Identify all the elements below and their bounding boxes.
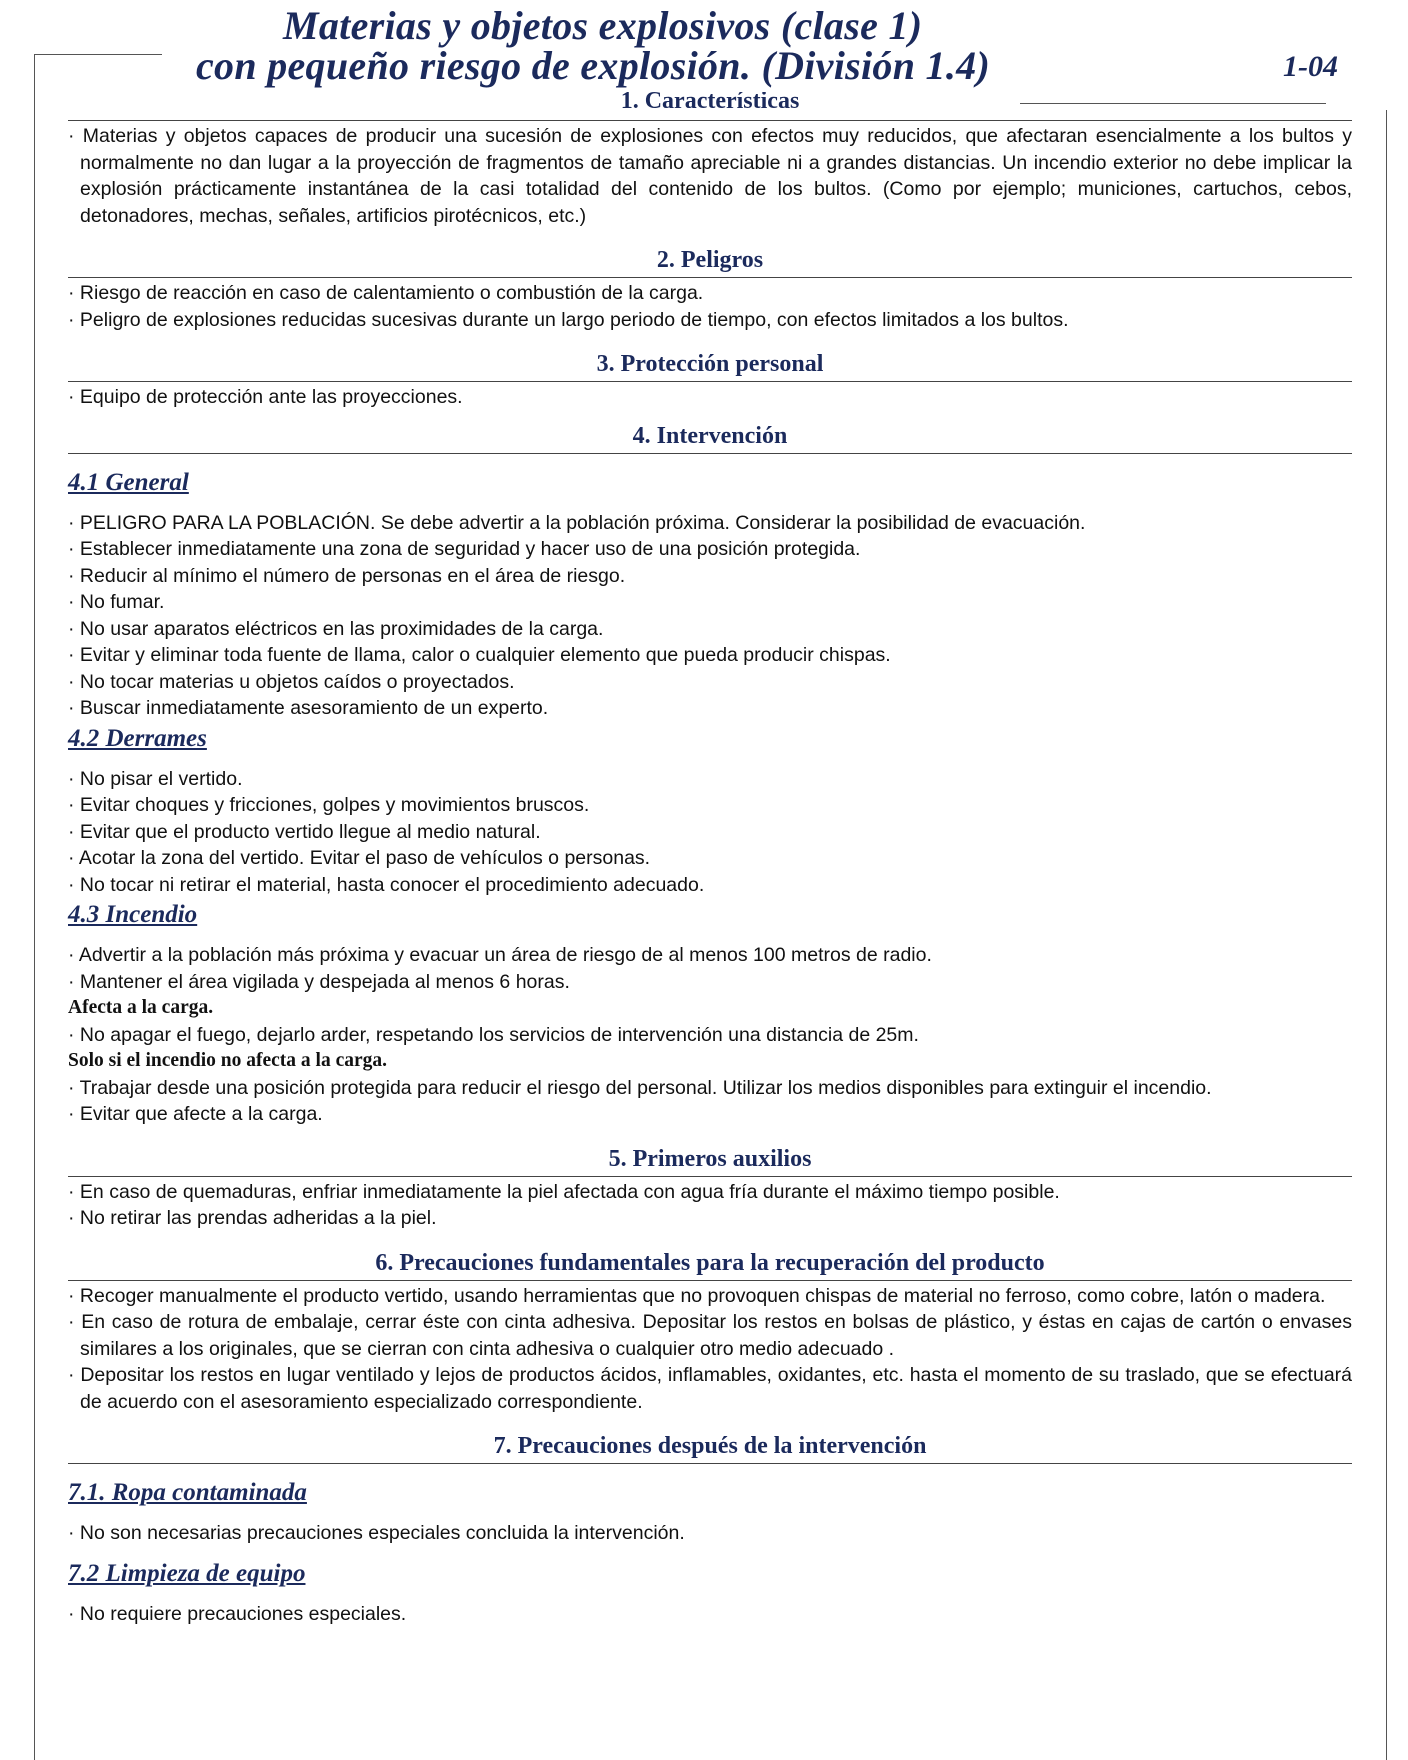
list-item: · PELIGRO PARA LA POBLACIÓN. Se debe advertir a la población próxima. Considerar la posibilidad de evacuación. — [68, 510, 1352, 537]
list-item: · Trabajar desde una posición protegida para reducir el riesgo del personal. Utilizar los medios disponibles para extinguir el incendio. — [68, 1075, 1352, 1102]
list-item: · No son necesarias precauciones especiales concluida la intervención. — [68, 1520, 1352, 1547]
list-item: · Reducir al mínimo el número de personas en el área de riesgo. — [68, 563, 1352, 590]
list-item: · Evitar que afecte a la carga. — [68, 1101, 1352, 1128]
section-heading-proteccion: 3. Protección personal — [68, 349, 1352, 382]
list-item: · En caso de rotura de embalaje, cerrar éste con cinta adhesiva. Depositar los restos en bolsas de plástico, y éstas en cajas de cartón o envases similares a los originales, que se cierran con cinta adhesiva o cualquier otro medio adecuado . — [68, 1309, 1352, 1362]
peligros-list — [68, 280, 1352, 333]
section-heading-caracteristicas: 1. Características — [68, 92, 1352, 121]
recuperacion-list — [68, 1283, 1352, 1416]
subheading-general: 4.1 General — [68, 468, 189, 496]
list-item: · No requiere precauciones especiales. — [68, 1601, 1352, 1628]
primeros-auxilios-list — [68, 1179, 1352, 1232]
title-block — [0, 0, 1408, 100]
list-item: · Evitar choques y fricciones, golpes y movimientos bruscos. — [68, 792, 1352, 819]
list-item: · Peligro de explosiones reducidas sucesivas durante un largo periodo de tiempo, con efectos limitados a los bultos. — [68, 307, 1352, 334]
caracteristicas-list — [68, 123, 1352, 229]
list-item: · Evitar que el producto vertido llegue al medio natural. — [68, 819, 1352, 846]
list-item: · Equipo de protección ante las proyecciones. — [68, 384, 1352, 411]
incendio-list — [68, 942, 1352, 995]
subheading-ropa-contaminada: 7.1. Ropa contaminada — [68, 1479, 307, 1506]
section-heading-peligros: 2. Peligros — [68, 245, 1352, 278]
list-item: · Materias y objetos capaces de producir una sucesión de explosiones con efectos muy reducidos, que afectaran esencialmente a los bultos y normalmente no dan lugar a la proyección de fragmentos de tamaño apreciable ni a grandes distancias. Un incendio exterior no debe implicar la explosión prácticamente instantánea de la casi totalidad del contenido de los bultos. (Como por ejemplo; municiones, cartuchos, cebos, detonadores, mechas, señales, artificios pirotécnicos, etc.) — [68, 123, 1352, 229]
section-heading-despues-intervencion: 7. Precauciones después de la intervención — [68, 1431, 1352, 1464]
subheading-limpieza-equipo: 7.2 Limpieza de equipo — [68, 1559, 306, 1587]
general-list — [68, 510, 1352, 722]
proteccion-list — [68, 384, 1352, 411]
list-item: · No usar aparatos eléctricos en las proximidades de la carga. — [68, 616, 1352, 643]
section-heading-intervencion: 4. Intervención — [68, 421, 1352, 454]
derrames-list — [68, 766, 1352, 899]
frame-left-line — [34, 54, 35, 1760]
frame-top-line — [34, 54, 162, 55]
list-item: · No pisar el vertido. — [68, 766, 1352, 793]
document-body — [68, 92, 1352, 1627]
list-item: · Evitar y eliminar toda fuente de llama, calor o cualquier elemento que pueda producir chispas. — [68, 642, 1352, 669]
list-item: · Advertir a la población más próxima y evacuar un área de riesgo de al menos 100 metros de radio. — [68, 942, 1352, 969]
list-item: · No retirar las prendas adheridas a la piel. — [68, 1205, 1352, 1232]
incendio-label-afecta: Afecta a la carga. — [68, 997, 214, 1018]
list-item: · Acotar la zona del vertido. Evitar el paso de vehículos o personas. — [68, 845, 1352, 872]
incendio-no-afecta-list — [68, 1075, 1352, 1128]
list-item: · Depositar los restos en lugar ventilado y lejos de productos ácidos, inflamables, oxidantes, etc. hasta el momento de su traslado, que se efectuará de acuerdo con el asesoramiento especializado correspondiente. — [68, 1362, 1352, 1415]
list-item: · Establecer inmediatamente una zona de seguridad y hacer uso de una posición protegida. — [68, 536, 1352, 563]
list-item: · No tocar ni retirar el material, hasta conocer el procedimiento adecuado. — [68, 872, 1352, 899]
ropa-list — [68, 1520, 1352, 1547]
list-item: · Riesgo de reacción en caso de calentamiento o combustión de la carga. — [68, 280, 1352, 307]
incendio-afecta-list — [68, 1022, 1352, 1049]
list-item: · No tocar materias u objetos caídos o proyectados. — [68, 669, 1352, 696]
section-heading-recuperacion: 6. Precauciones fundamentales para la recuperación del producto — [68, 1248, 1352, 1281]
frame-right-line — [1386, 110, 1387, 1760]
section-heading-primeros-auxilios: 5. Primeros auxilios — [68, 1144, 1352, 1177]
document-title-line-1: Materias y objetos explosivos (clase 1) — [283, 3, 923, 48]
list-item: · En caso de quemaduras, enfriar inmediatamente la piel afectada con agua fría durante el máximo tiempo posible. — [68, 1179, 1352, 1206]
document-code: 1-04 — [1283, 50, 1338, 83]
subheading-incendio: 4.3 Incendio — [68, 901, 198, 928]
subheading-derrames: 4.2 Derrames — [68, 724, 207, 752]
list-item: · Mantener el área vigilada y despejada al menos 6 horas. — [68, 969, 1352, 996]
document-title-line-2: con pequeño riesgo de explosión. (División 1.4) — [196, 43, 991, 88]
list-item: · Recoger manualmente el producto vertido, usando herramientas que no provoquen chispas de material no ferroso, como cobre, latón o madera. — [68, 1283, 1352, 1310]
limpieza-list — [68, 1601, 1352, 1628]
list-item: · Buscar inmediatamente asesoramiento de un experto. — [68, 695, 1352, 722]
incendio-label-no-afecta: Solo si el incendio no afecta a la carga. — [68, 1050, 388, 1071]
list-item: · No apagar el fuego, dejarlo arder, respetando los servicios de intervención una distancia de 25m. — [68, 1022, 1352, 1049]
list-item: · No fumar. — [68, 589, 1352, 616]
